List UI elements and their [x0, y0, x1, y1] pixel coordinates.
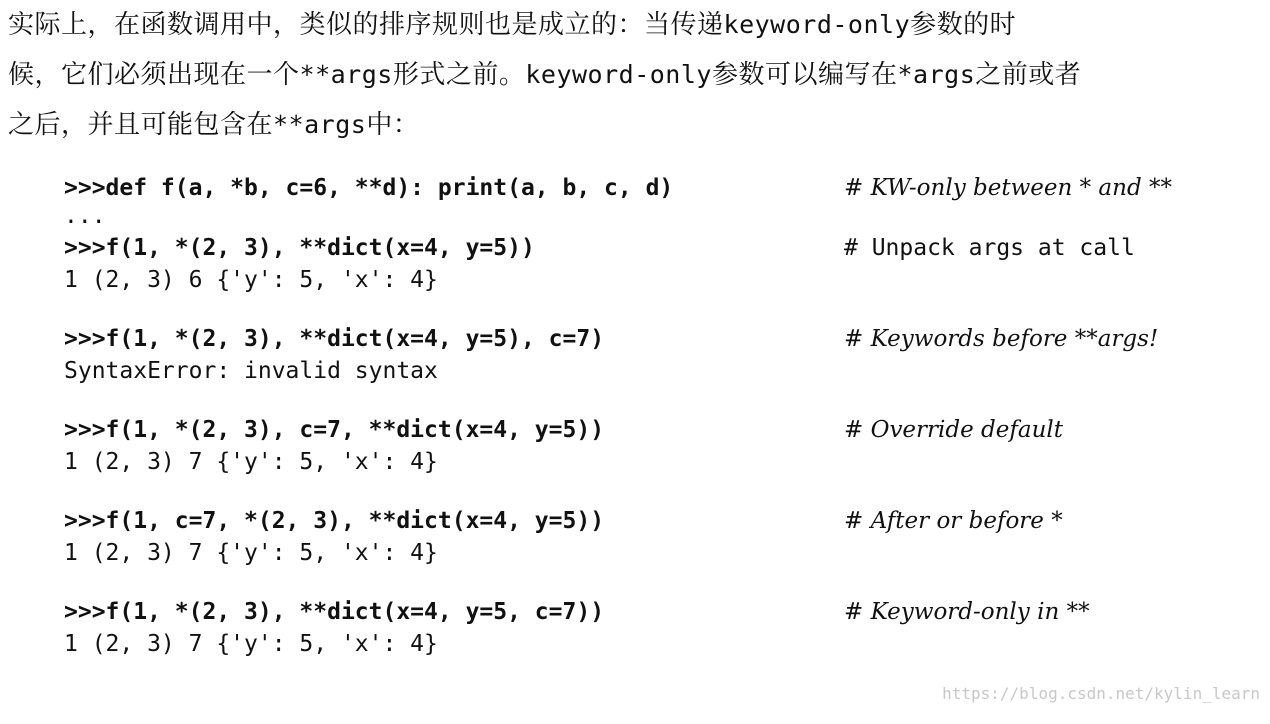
intro-text: 实际上，在函数调用中，类似的排序规则也是成立的：当传递 [8, 10, 724, 40]
code-continuation: ... [64, 203, 106, 229]
code-output-line [64, 264, 1214, 296]
intro-line-1 [8, 0, 1264, 50]
intro-text: 中： [366, 110, 420, 140]
intro-text: 参数可以编写在 [711, 60, 898, 90]
code-output: 1 (2, 3) 6 {'y': 5, 'x': 4} [64, 267, 438, 293]
code-line [64, 414, 1214, 446]
code-output-line [64, 446, 1214, 478]
code-input: >>>f(1, *(2, 3), c=7, **dict(x=4, y=5)) [64, 417, 605, 443]
intro-paragraph [8, 0, 1264, 150]
code-comment: # Keywords before **args! [844, 326, 1159, 352]
intro-text: 形式之前。 [392, 60, 526, 90]
code-output: 1 (2, 3) 7 {'y': 5, 'x': 4} [64, 631, 438, 657]
code-line [64, 172, 1214, 204]
intro-code-term: keyword-only [723, 10, 911, 39]
code-input: >>>f(1, *(2, 3), **dict(x=4, y=5, c=7)) [64, 599, 605, 625]
code-comment: # Override default [844, 417, 1064, 443]
code-line [64, 323, 1214, 355]
intro-code-term: **args [273, 110, 367, 139]
code-input: >>>def f(a, *b, c=6, **d): print(a, b, c, d) [64, 175, 674, 201]
intro-text: 之前或者 [975, 60, 1082, 90]
intro-text: 候，它们必须出现在一个 [8, 60, 300, 90]
code-comment: # Keyword-only in ** [844, 599, 1090, 625]
code-comment: # After or before * [844, 508, 1063, 534]
code-output: 1 (2, 3) 7 {'y': 5, 'x': 4} [64, 449, 438, 475]
code-input: >>>f(1, *(2, 3), **dict(x=4, y=5)) [64, 235, 535, 261]
code-output-line [64, 628, 1214, 660]
intro-text: 参数的时 [910, 10, 1017, 40]
code-line [64, 204, 1214, 232]
code-example [64, 172, 1214, 660]
intro-line-2 [8, 50, 1264, 100]
code-comment: # KW-only between * and ** [844, 175, 1172, 201]
code-comment: # Unpack args at call [844, 235, 1135, 261]
code-output: 1 (2, 3) 7 {'y': 5, 'x': 4} [64, 540, 438, 566]
code-line [64, 232, 1214, 264]
code-output-line [64, 355, 1214, 387]
watermark-url: https://blog.csdn.net/kylin_learn [942, 684, 1260, 703]
intro-code-term: **args [299, 60, 393, 89]
code-output-line [64, 537, 1214, 569]
intro-line-3 [8, 100, 1264, 150]
intro-text: 之后，并且可能包含在 [8, 110, 274, 140]
code-line [64, 505, 1214, 537]
code-input: >>>f(1, c=7, *(2, 3), **dict(x=4, y=5)) [64, 508, 605, 534]
intro-code-term: *args [897, 60, 976, 89]
code-input: >>>f(1, *(2, 3), **dict(x=4, y=5), c=7) [64, 326, 605, 352]
code-line [64, 596, 1214, 628]
code-output: SyntaxError: invalid syntax [64, 358, 438, 384]
intro-code-term: keyword-only [525, 60, 712, 89]
